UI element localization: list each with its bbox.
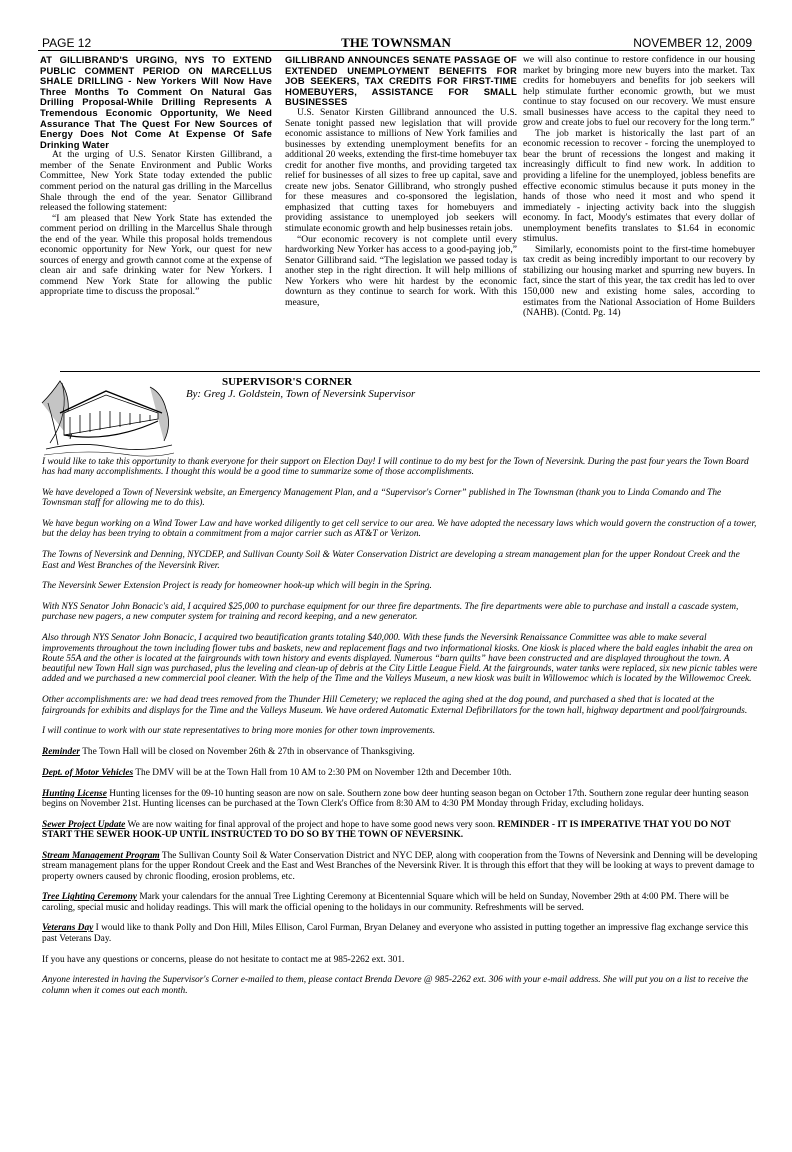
paragraph: The Neversink Sewer Extension Project is ready for homeowner hook-up which will begin in the Spring. xyxy=(42,581,432,592)
notice-text: The DMV will be at the Town Hall from 10 AM to 2:30 PM on November 12th and December 10th. xyxy=(133,767,512,778)
article-paragraph: Similarly, economists point to the first-time homebuyer tax credit as being incredibly important to our recovery by stabilizing our housing market and spurring new buyers. In fact, since the start of this year, the tax credit has led to over 150,000 new and existing home sales, according to estimates from the National Association of Home Builders (NAHB). (Contd. Pg. 14) xyxy=(523,243,755,319)
newspaper-name: THE TOWNSMAN xyxy=(341,35,451,50)
notice-veterans xyxy=(42,923,758,944)
covered-bridge-illustration xyxy=(40,373,176,459)
notice-reminder xyxy=(42,747,758,757)
notice-text: Hunting licenses for the 09-10 hunting season are now on sale. Southern zone bow deer hunting season began on October 17th. Southern zone regular deer hunting season begins on November 21st. Hunting licenses can be purchased at the Town Clerk's Office from 8:30 AM to 4:30 PM Monday through Friday, excluding holidays. xyxy=(42,788,749,810)
paragraph: The Towns of Neversink and Denning, NYCDEP, and Sullivan County Soil & Water Conservation District are developing a stream management plan for the upper Rondout Creek and the East and West Branches of the Neversink River. xyxy=(42,550,740,571)
section-title: SUPERVISOR'S CORNER xyxy=(222,376,353,388)
article-paragraph: At the urging of U.S. Senator Kirsten Gillibrand, a member of the Senate Environment and Public Works Committee, New York State today extended the public comment period on the natural gas drilling in the Marcellus Shale through the end of the year. Senator Gillibrand released the following statement: xyxy=(40,149,272,214)
article-headline: GILLIBRAND ANNOUNCES SENATE PASSAGE OF EXTENDED UNEMPLOYMENT BENEFITS FOR JOB SEEKERS, TAX CREDITS FOR FIRST-TIME HOMEBUYERS, ASSISTANCE FOR SMALL BUSINESSES xyxy=(285,54,517,108)
byline: By: Greg J. Goldstein, Town of Neversink Supervisor xyxy=(186,388,416,400)
notice-tree-lighting xyxy=(42,892,758,913)
contact-line: If you have any questions or concerns, please do not hesitate to contact me at 985-2262 ext. 301. xyxy=(42,954,405,965)
paragraph: I would like to take this opportunity to thank everyone for their support on Election Day! I will continue to do my best for the Town of Neversink. During the past four years the Town Board has had many accomplishments. I thought this would be a good time to summarize some of those accomplishments. xyxy=(42,457,749,478)
paragraph: We have developed a Town of Neversink website, an Emergency Management Plan, and a “Supervisor's Corner” published in The Townsman (thank you to Linda Comando and The Townsman staff for allowing me to do this). xyxy=(42,488,722,509)
notice-text: We are now waiting for final approval of the project and hope to have some good news very soon. xyxy=(125,819,498,830)
paragraph: We have begun working on a Wind Tower Law and have worked diligently to get cell service to our area. We have adopted the necessary laws which would govern the construction of a tower, but the delay has been trying to obtain a commitment from a major carrier such as AT&T or Verizon. xyxy=(42,519,757,540)
notice-hunting xyxy=(42,789,758,810)
header-rule xyxy=(38,50,755,51)
notice-warning: REMINDER - IT IS IMPERATIVE THAT YOU DO NOT START THE SEWER HOOK-UP UNTIL INSTRUCTED TO DO SO BY THE TOWN OF NEVERSINK. xyxy=(42,819,731,841)
article-marcellus-shale xyxy=(40,55,272,298)
notice-stream xyxy=(42,851,758,882)
paragraph: Also through NYS Senator John Bonacic, I acquired two beautification grants totaling $40,000. With these funds the Neversink Renaissance Committee was able to make several improvements throughout the town including flower tubs and baskets, new and replacement flags and two informational kiosks. One kiosk is placed where the bald eagles inhabit the area on Route 55A and the other is located at the fairgrounds with town history and events displayed. Numerous “barn quilts” have been constructed and are displayed throughout the town. A beautiful new Town Hall sign was purchased, plus the leveling and clean-up of debris at the City Little League Field. At the fairgrounds, water tanks were replaced, six new picnic tables were added and we purchased a new commercial pool cleaner. With the help of the Time and the Valleys Museum, a new kiosk was built in Willowemoc which is located by the Willowemoc Creek. xyxy=(42,633,758,685)
notice-text: I would like to thank Polly and Don Hill, Miles Ellison, Carol Furman, Bryan Delaney and everyone who assisted in putting together an impressive flag exchange service this past Veterans Day. xyxy=(42,923,749,944)
notice-label: Stream Management Program xyxy=(42,850,160,861)
article-paragraph: “I am pleased that New York State has extended the comment period on drilling in the Marcellus Shale through the end of the year. While this proposal holds tremendous economic opportunity for New York, our quest for new sources of energy and growth cannot come at the expense of clean air and safe drinking water for New Yorkers. I commend New York State for allowing the public appropriate time to discuss the proposal.” xyxy=(40,212,272,298)
notice-label: Hunting License xyxy=(42,788,107,799)
paragraph: Other accomplishments are: we had dead trees removed from the Thunder Hill Cemetery; we replaced the aging shed at the dog pound, and purchased a shed that is located at the fairgrounds for exhibits and displays for the Time and the Valleys Museum. We have ordered Automatic External Defibrillators for the town hall, highway department and pool/fairgrounds. xyxy=(42,695,748,716)
email-note: Anyone interested in having the Supervisor's Corner e-mailed to them, please contact Brenda Devore @ 985-2262 ext. 306 with your e-mail address. She will put you on a list to receive the column when it comes out each month. xyxy=(42,975,749,996)
notice-label: Sewer Project Update xyxy=(42,819,126,830)
article-paragraph: “Our economic recovery is not complete until every hardworking New Yorker has access to a good-paying job,” Senator Gillibrand said. “The legislation we passed today is another step in the right direction. It will help millions of New Yorkers who were hit hardest by the economic downturn as they continue to search for work. With this measure, xyxy=(285,233,517,308)
paragraph: I will continue to work with our state representatives to bring more monies for other town improvements. xyxy=(42,726,436,737)
article-paragraph: The job market is historically the last part of an economic recession to recover - forcing the unemployed to bear the brunt of recessions the longest and making it increasingly difficult to find new work. In addition to providing a lifeline for the unemployed, jobless benefits are effective economic stimulus because it puts money in the hands of those who need it most and who spend it immediately - injecting activity back into the sluggish economy. In fact, Moody's estimates that every dollar of unemployment benefits translates to $1.64 in economic stimulus. xyxy=(523,127,755,245)
notice-dmv xyxy=(42,768,758,778)
notice-text: Mark your calendars for the annual Tree Lighting Ceremony at Bicentennial Square which will be held on Sunday, November 29th at 4:00 PM. There will be caroling, special music and holiday readings. This will mark the official opening to the holidays in our community. Refreshments will be served. xyxy=(42,892,729,913)
article-headline: AT GILLIBRAND'S URGING, NYS TO EXTEND PUBLIC COMMENT PERIOD ON MARCELLUS SHALE DRILLING - New Yorkers Will Now Have Three Months To Comment On Natural Gas Drilling Proposal-While Drilling Represents A Tremendous Economic Opportunity, We Need Assurance That The Quest For New Sources of Energy Does Not Come At Expense Of Safe Drinking Water xyxy=(40,54,272,150)
notice-label: Reminder xyxy=(42,747,81,758)
notice-sewer xyxy=(42,820,758,841)
section-divider xyxy=(60,371,760,372)
issue-date: NOVEMBER 12, 2009 xyxy=(633,36,752,50)
notice-text: The Sullivan County Soil & Water Conservation District and NYC DEP, along with cooperation from the Towns of Neversink and Denning will be developing stream management plans for the upper Rondout Creek and the East and West Branches of the Neversink River. It is through this effort that they will be looking at ways to prevent damage to property owners caused by chronic flooding, erosion problems, etc. xyxy=(42,850,758,882)
supervisor-corner-body xyxy=(42,457,758,1006)
notice-label: Tree Lighting Ceremony xyxy=(42,892,137,903)
article-unemployment-benefits xyxy=(285,55,517,308)
article-unemployment-continued xyxy=(523,55,755,319)
page-number: PAGE 12 xyxy=(42,36,92,50)
article-paragraph: we will also continue to restore confidence in our housing market by bringing more new buyers into the market. Tax credits for homebuyers and benefits for job seekers will help stimulate further economic growth, but we must continue to stay focused on our recovery. We must ensure small businesses have access to the capital they need to grow and create jobs to fuel our recovery for the long term.” xyxy=(523,54,755,129)
article-paragraph: U.S. Senator Kirsten Gillibrand announced the U.S. Senate tonight passed new legislation that will provide economic assistance to millions of New York families and businesses by extending unemployment benefits for an additional 20 weeks, extending the first-time homebuyer tax credit for another five months, and providing targeted tax relief for businesses of all sizes to free up capital, save and create new jobs. Senator Gillibrand, who strongly pushed for these measures and co-sponsored the legislation, emphasized that cutting taxes for homebuyers and providing assistance to unemployed job seekers will stimulate economic growth and help businesses retain jobs. xyxy=(285,106,517,234)
notice-text: The Town Hall will be closed on November 26th & 27th in observance of Thanksgiving. xyxy=(80,747,415,758)
paragraph: With NYS Senator John Bonacic's aid, I acquired $25,000 to purchase equipment for our three fire departments. The fire departments were able to purchase and install a cascade system, purchase new pagers, a new computer system for training and record keeping, and a new generator. xyxy=(42,602,739,623)
notice-label: Veterans Day xyxy=(42,923,94,934)
notice-label: Dept. of Motor Vehicles xyxy=(42,767,134,778)
